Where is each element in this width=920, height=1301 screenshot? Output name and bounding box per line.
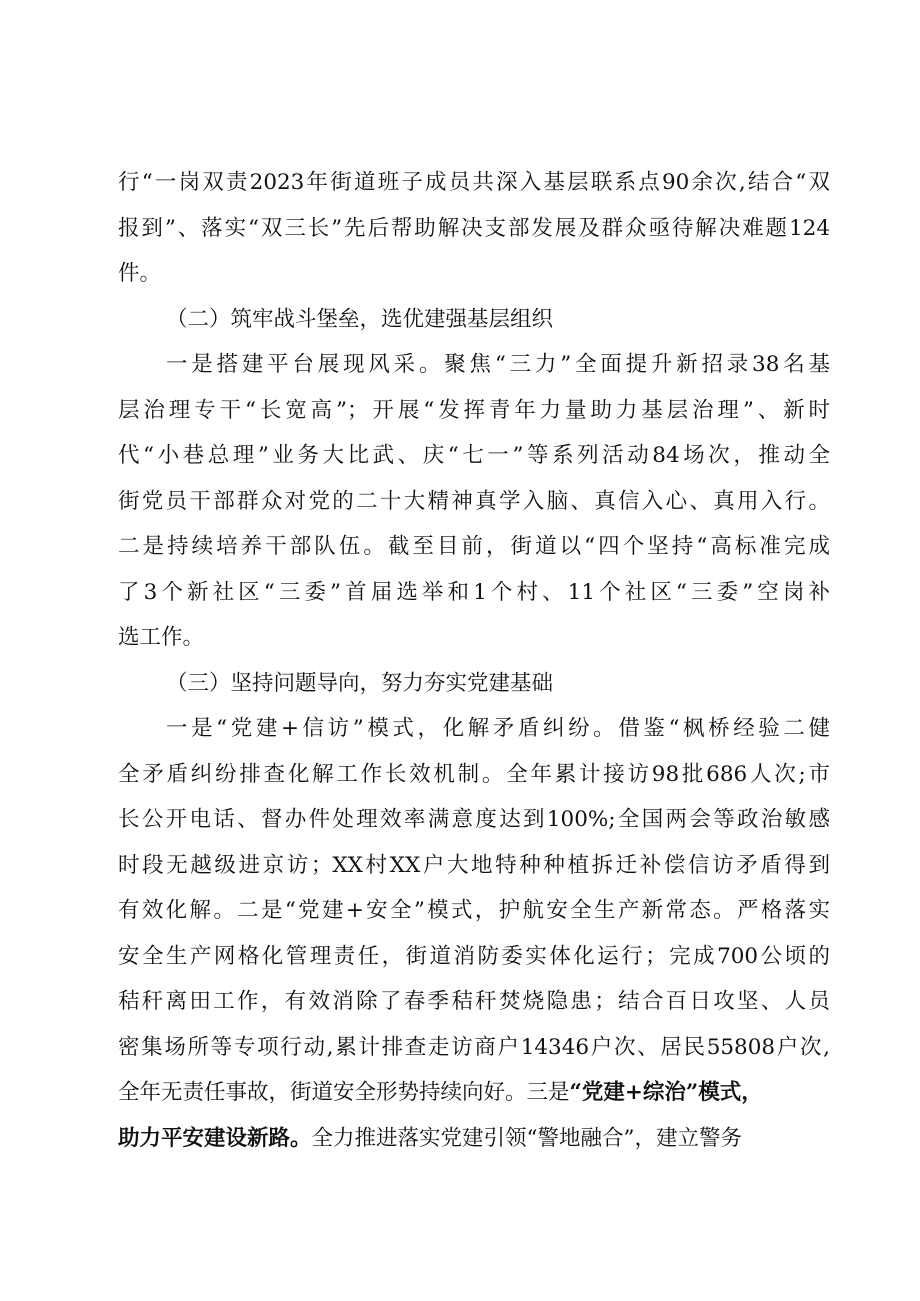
paragraph-line: 秸秆离田工作，有效消除了春季秸秆焚烧隐患；结合百日攻坚、人员 (118, 989, 830, 1014)
paragraph-line: 了3个新社区“三委”首届选举和1个村、11个社区“三委”空岗补 (118, 579, 830, 605)
paragraph-line: 全矛盾纠纷排查化解工作长效机制。全年累计接访98批686人次;市 (118, 761, 830, 787)
paragraph-line: 报到”、落实“双三长”先后帮助解决支部发展及群众亟待解决难题124 (118, 215, 830, 241)
paragraph-line: 代“小巷总理”业务大比武、庆“七一”等系列活动84场次，推动全 (118, 443, 830, 468)
paragraph-line: 安全生产网格化管理责任，街道消防委实体化运行；完成700公顷的 (118, 943, 830, 969)
section-heading-2: （二）筑牢战斗堡垒，选优建强基层组织 (166, 306, 554, 332)
document-body (118, 160, 830, 1161)
paragraph-line: 层治理专干“长宽高”；开展“发挥青年力量助力基层治理”、新时 (118, 397, 830, 423)
paragraph-line: 时段无越级进京访；XX村XX户大地特种种植拆迁补偿信访矛盾得到 (118, 852, 830, 878)
paragraph-line: 一是搭建平台展现风采。聚焦“三力”全面提升新招录38名基 (166, 352, 830, 377)
line-text-normal: 全力推进落实党建引领“警地融合”，建立警务 (311, 1125, 743, 1151)
paragraph-line: 密集场所等专项行动,累计排查走访商户14346户次、居民55808户次, (118, 1034, 830, 1060)
paragraph-line: 长公开电话、督办件处理效率满意度达到100%;全国两会等政治敏感 (118, 807, 830, 832)
paragraph-line: 二是持续培养干部队伍。截至目前，街道以“四个坚持“高标准完成 (118, 534, 830, 559)
paragraph-line-mixed (118, 1070, 830, 1116)
paragraph-line-mixed (118, 1116, 830, 1162)
paragraph-line: 一是“党建+信访”模式，化解矛盾纠纷。借鉴“枫桥经验二健 (166, 716, 830, 741)
paragraph-line: 有效化解。二是“党建+安全”模式，护航安全生产新常态。严格落实 (118, 898, 830, 923)
paragraph-line: 街党员干部群众对党的二十大精神真学入脑、真信入心、真用入行。 (118, 488, 830, 514)
line-text-normal: 全年无责任事故，街道安全形势持续向好。三是 (118, 1080, 570, 1105)
paragraph-line: 行“一岗双责2023年街道班子成员共深入基层联系点90余次,结合“双 (118, 170, 830, 195)
line-text-bold: 助力平安建设新路。 (118, 1125, 312, 1151)
paragraph-line: 件。 (118, 261, 162, 286)
line-text-bold: “党建+综治”模式， (569, 1080, 763, 1105)
section-heading-3: （三）坚持问题导向，努力夯实党建基础 (166, 670, 554, 696)
paragraph-line: 选工作。 (118, 625, 205, 650)
